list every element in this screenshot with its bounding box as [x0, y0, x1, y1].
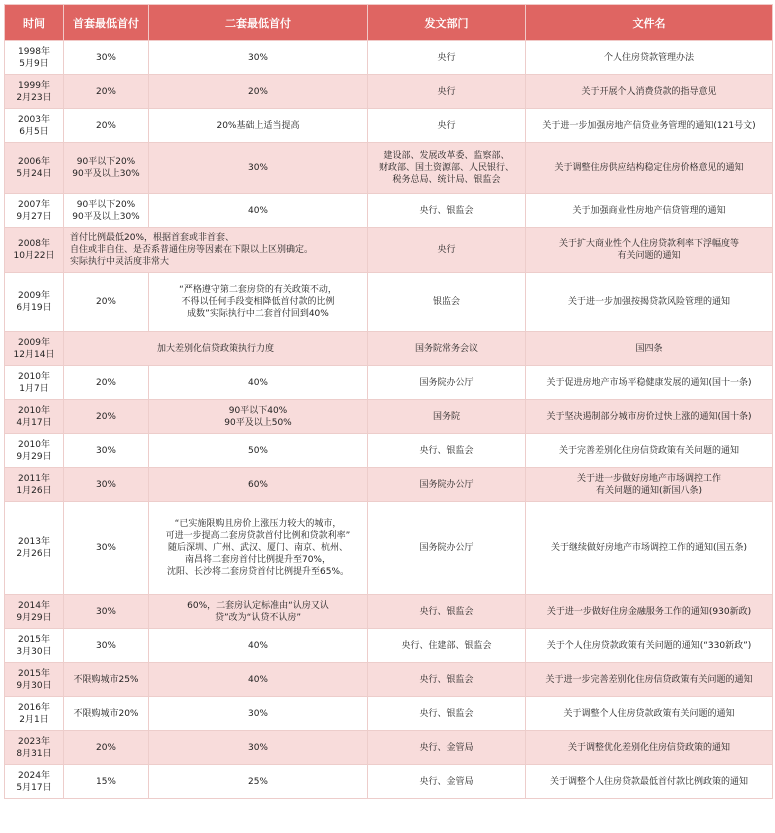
cell-first-down-payment: 20% [64, 400, 149, 434]
cell-department: 国务院办公厅 [368, 502, 526, 595]
table-row [5, 663, 773, 697]
cell-document-name: 关于坚决遏制部分城市房价过快上涨的通知(国十条) [526, 400, 773, 434]
cell-date: 2009年 6月19日 [5, 273, 64, 332]
cell-second-down-payment: 90平以下40% 90平及以上50% [149, 400, 368, 434]
cell-first-down-payment: 20% [64, 109, 149, 143]
cell-date: 2015年 9月30日 [5, 663, 64, 697]
table-row [5, 629, 773, 663]
header-second-down-payment: 二套最低首付 [149, 5, 368, 41]
header-date: 时间 [5, 5, 64, 41]
table-row [5, 765, 773, 799]
cell-date: 2014年 9月29日 [5, 595, 64, 629]
cell-date: 2010年 1月7日 [5, 366, 64, 400]
cell-document-name: 关于完善差别化住房信贷政策有关问题的通知 [526, 434, 773, 468]
cell-first-down-payment: 30% [64, 41, 149, 75]
table-row [5, 273, 773, 332]
table-row [5, 595, 773, 629]
cell-date: 2013年 2月26日 [5, 502, 64, 595]
cell-second-down-payment: 40% [149, 629, 368, 663]
header-document-name: 文件名 [526, 5, 773, 41]
cell-document-name: 关于进一步做好房地产市场调控工作 有关问题的通知(新国八条) [526, 468, 773, 502]
cell-department: 央行 [368, 228, 526, 273]
table-row [5, 400, 773, 434]
cell-first-down-payment: 20% [64, 75, 149, 109]
cell-department: 央行、银监会 [368, 663, 526, 697]
cell-department: 国务院 [368, 400, 526, 434]
cell-second-down-payment: 40% [149, 366, 368, 400]
policy-table [4, 4, 773, 799]
cell-date: 2008年 10月22日 [5, 228, 64, 273]
table-row [5, 731, 773, 765]
cell-second-down-payment: 20%基础上适当提高 [149, 109, 368, 143]
cell-department: 建设部、发展改革委、监察部、 财政部、国土资源部、人民银行、 税务总局、统计局、银监会 [368, 143, 526, 194]
cell-document-name: 关于促进房地产市场平稳健康发展的通知(国十一条) [526, 366, 773, 400]
cell-department: 央行 [368, 75, 526, 109]
cell-first-down-payment: 20% [64, 731, 149, 765]
cell-date: 2006年 5月24日 [5, 143, 64, 194]
cell-department: 央行、金管局 [368, 731, 526, 765]
cell-first-down-payment: 30% [64, 502, 149, 595]
cell-date: 2015年 3月30日 [5, 629, 64, 663]
table-row [5, 75, 773, 109]
header-first-down-payment: 首套最低首付 [64, 5, 149, 41]
cell-document-name: 关于加强商业性房地产信贷管理的通知 [526, 194, 773, 228]
cell-document-name: 关于继续做好房地产市场调控工作的通知(国五条) [526, 502, 773, 595]
cell-document-name: 关于调整个人住房贷款最低首付款比例政策的通知 [526, 765, 773, 799]
cell-first-down-payment: 20% [64, 366, 149, 400]
cell-department: 国务院常务会议 [368, 332, 526, 366]
cell-first-down-payment: 90平以下20% 90平及以上30% [64, 194, 149, 228]
table-row [5, 194, 773, 228]
cell-second-down-payment: 25% [149, 765, 368, 799]
cell-second-down-payment: 60%，二套房认定标准由“认房又认 贷”改为“认贷不认房” [149, 595, 368, 629]
cell-date: 2009年 12月14日 [5, 332, 64, 366]
cell-date: 2016年 2月1日 [5, 697, 64, 731]
cell-down-payment-merged: 首付比例最低20%，根据首套或非首套、 自住或非自住、是否系普通住房等因素在下限以上区别确定。 实际执行中灵活度非常大 [64, 228, 368, 273]
cell-document-name: 关于扩大商业性个人住房贷款利率下浮幅度等 有关问题的通知 [526, 228, 773, 273]
cell-second-down-payment: “已实施限购且房价上涨压力较大的城市， 可进一步提高二套房贷款首付比例和贷款利率” 随后深圳、广州、武汉、厦门、南京、杭州、 南昌将二套房首付比例提升至70%， 沈阳、长沙将二套房贷首付比例提升至65%。 [149, 502, 368, 595]
cell-second-down-payment: 30% [149, 41, 368, 75]
table-body [5, 41, 773, 799]
cell-first-down-payment: 15% [64, 765, 149, 799]
cell-department: 银监会 [368, 273, 526, 332]
table-row [5, 332, 773, 366]
cell-date: 2011年 1月26日 [5, 468, 64, 502]
cell-date: 2003年 6月5日 [5, 109, 64, 143]
cell-document-name: 关于进一步加强房地产信贷业务管理的通知(121号文) [526, 109, 773, 143]
cell-second-down-payment: 30% [149, 697, 368, 731]
table-row [5, 143, 773, 194]
table-row [5, 502, 773, 595]
cell-first-down-payment: 30% [64, 434, 149, 468]
cell-first-down-payment: 20% [64, 273, 149, 332]
table-row [5, 697, 773, 731]
cell-document-name: 关于进一步加强按揭贷款风险管理的通知 [526, 273, 773, 332]
cell-department: 国务院办公厅 [368, 366, 526, 400]
cell-first-down-payment: 不限购城市25% [64, 663, 149, 697]
cell-first-down-payment: 不限购城市20% [64, 697, 149, 731]
cell-second-down-payment: 20% [149, 75, 368, 109]
cell-second-down-payment: 30% [149, 731, 368, 765]
cell-second-down-payment: “严格遵守第二套房贷的有关政策不动， 不得以任何手段变相降低首付款的比例 成数”实际执行中二套首付回到40% [149, 273, 368, 332]
table-row [5, 109, 773, 143]
cell-department: 央行 [368, 109, 526, 143]
cell-date: 2024年 5月17日 [5, 765, 64, 799]
cell-date: 2010年 9月29日 [5, 434, 64, 468]
table-row [5, 228, 773, 273]
cell-document-name: 关于调整住房供应结构稳定住房价格意见的通知 [526, 143, 773, 194]
cell-date: 1998年 5月9日 [5, 41, 64, 75]
cell-document-name: 国四条 [526, 332, 773, 366]
table-row [5, 41, 773, 75]
cell-date: 2023年 8月31日 [5, 731, 64, 765]
cell-date: 2007年 9月27日 [5, 194, 64, 228]
cell-second-down-payment: 30% [149, 143, 368, 194]
cell-document-name: 关于个人住房贷款政策有关问题的通知(“330新政”) [526, 629, 773, 663]
cell-document-name: 个人住房贷款管理办法 [526, 41, 773, 75]
cell-document-name: 关于开展个人消费贷款的指导意见 [526, 75, 773, 109]
cell-department: 国务院办公厅 [368, 468, 526, 502]
cell-date: 1999年 2月23日 [5, 75, 64, 109]
cell-first-down-payment: 90平以下20% 90平及以上30% [64, 143, 149, 194]
cell-department: 央行、银监会 [368, 194, 526, 228]
cell-first-down-payment: 30% [64, 468, 149, 502]
cell-department: 央行、银监会 [368, 697, 526, 731]
cell-document-name: 关于调整优化差别化住房信贷政策的通知 [526, 731, 773, 765]
table-row [5, 434, 773, 468]
table-row [5, 468, 773, 502]
cell-department: 央行、住建部、银监会 [368, 629, 526, 663]
cell-department: 央行 [368, 41, 526, 75]
cell-department: 央行、银监会 [368, 434, 526, 468]
cell-department: 央行、金管局 [368, 765, 526, 799]
cell-second-down-payment: 40% [149, 663, 368, 697]
cell-document-name: 关于调整个人住房贷款政策有关问题的通知 [526, 697, 773, 731]
cell-document-name: 关于进一步做好住房金融服务工作的通知(930新政) [526, 595, 773, 629]
header-row [5, 5, 773, 41]
header-issuing-department: 发文部门 [368, 5, 526, 41]
cell-second-down-payment: 60% [149, 468, 368, 502]
table-row [5, 366, 773, 400]
cell-document-name: 关于进一步完善差别化住房信贷政策有关问题的通知 [526, 663, 773, 697]
cell-down-payment-merged: 加大差别化信贷政策执行力度 [64, 332, 368, 366]
cell-first-down-payment: 30% [64, 629, 149, 663]
cell-date: 2010年 4月17日 [5, 400, 64, 434]
cell-second-down-payment: 50% [149, 434, 368, 468]
cell-first-down-payment: 30% [64, 595, 149, 629]
cell-second-down-payment: 40% [149, 194, 368, 228]
cell-department: 央行、银监会 [368, 595, 526, 629]
